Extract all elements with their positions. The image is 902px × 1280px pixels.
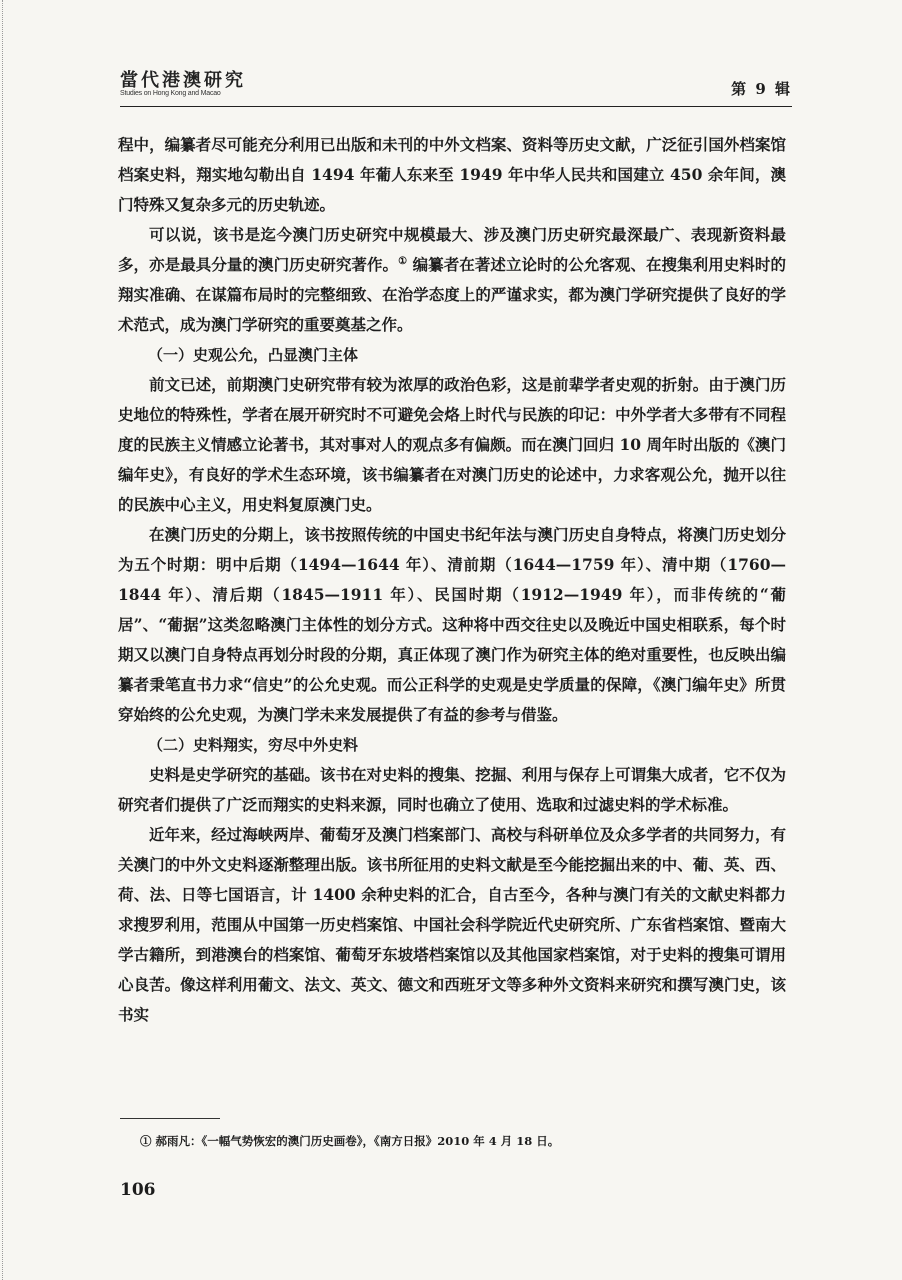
footnote-marker: ① <box>398 255 408 267</box>
footnote: ① 郝雨凡：《一幅气势恢宏的澳门历史画卷》，《南方日报》2010 年 4 月 18 日。 <box>140 1134 560 1148</box>
paragraph-4: 在澳门历史的分期上，该书按照传统的中国史书纪年法与澳门历史自身特点，将澳门历史划分为五个时期：明中后期（1494—1644 年）、清前期（1644—1759 年）、清中期（1760—1844 年）、清后期（1845—1911 年）、民国时期（1912—1949 年），而非传统的“葡居”、“葡据”这类忽略澳门主体性的划分方式。这种将中西交往史以及晚近中国史相联系，每个时期又以澳门自身特点再划分时段的分期，真正体现了澳门作为研究主体的绝对重要性，也反映出编纂者秉笔直书力求“信史”的公允史观。而公正科学的史观是史学质量的保障，《澳门编年史》所贯穿始终的公允史观，为澳门学未来发展提供了有益的参考与借鉴。 <box>118 525 786 724</box>
journal-title-cn: 當代港澳研究 <box>120 70 246 91</box>
footnote-rule <box>120 1118 220 1119</box>
paragraph-2-text-cont: 编纂者在著述立论时的公允客观、在搜集利用史料时的翔实准确、在谋篇布局时的完整细致、在治学态度上的严谨求实，都为澳门学研究提供了良好的学术范式，成为澳门学研究的重要奠基之作。 <box>118 255 786 334</box>
section-heading-1: （一）史观公允，凸显澳门主体 <box>148 346 359 364</box>
running-header <box>120 66 792 106</box>
main-text <box>118 130 786 1030</box>
paragraph-5: 史料是史学研究的基础。该书在对史料的搜集、挖掘、利用与保存上可谓集大成者，它不仅为研究者们提供了广泛而翔实的史料来源，同时也确立了使用、选取和过滤史料的学术标准。 <box>118 765 786 814</box>
paragraph-3: 前文已述，前期澳门史研究带有较为浓厚的政治色彩，这是前辈学者史观的折射。由于澳门历史地位的特殊性，学者在展开研究时不可避免会烙上时代与民族的印记：中外学者大多带有不同程度的民族主义情感立论著书，其对事对人的观点多有偏颇。而在澳门回归 10 周年时出版的《澳门编年史》，有良好的学术生态环境，该书编纂者在对澳门历史的论述中，力求客观公允，抛开以往的民族中心主义，用史料复原澳门史。 <box>118 375 786 514</box>
section-heading-2: （二）史料翔实，穷尽中外史料 <box>148 736 359 754</box>
header-rule <box>120 106 792 107</box>
page-number: 106 <box>120 1180 156 1200</box>
journal-title-en: Studies on Hong Kong and Macao <box>120 90 221 97</box>
paragraph-2-text: 可以说，该书是迄今澳门历史研究中规模最大、涉及澳门历史研究最深最广、表现新资料最多，亦是最具分量的澳门历史研究著作。 <box>118 225 786 274</box>
issue-number: 第 9 辑 <box>731 80 792 98</box>
paragraph-2 <box>118 220 786 340</box>
paragraph-6: 近年来，经过海峡两岸、葡萄牙及澳门档案部门、高校与科研单位及众多学者的共同努力，有关澳门的中外文史料逐渐整理出版。该书所征用的史料文献是至今能挖掘出来的中、葡、英、西、荷、法、日等七国语言，计 1400 余种史料的汇合，自古至今，各种与澳门有关的文献史料都力求搜罗利用，范围从中国第一历史档案馆、中国社会科学院近代史研究所、广东省档案馆、暨南大学古籍所，到港澳台的档案馆、葡萄牙东坡塔档案馆以及其他国家档案馆，对于史料的搜集可谓用心良苦。像这样利用葡文、法文、英文、德文和西班牙文等多种外文资料来研究和撰写澳门史，该书实 <box>118 825 786 1024</box>
page-edge-dotted-line <box>2 0 3 1280</box>
paragraph-1: 程中，编纂者尽可能充分利用已出版和未刊的中外文档案、资料等历史文献，广泛征引国外档案馆档案史料，翔实地勾勒出自 1494 年葡人东来至 1949 年中华人民共和国建立 450 余年间，澳门特殊又复杂多元的历史轨迹。 <box>118 135 786 214</box>
